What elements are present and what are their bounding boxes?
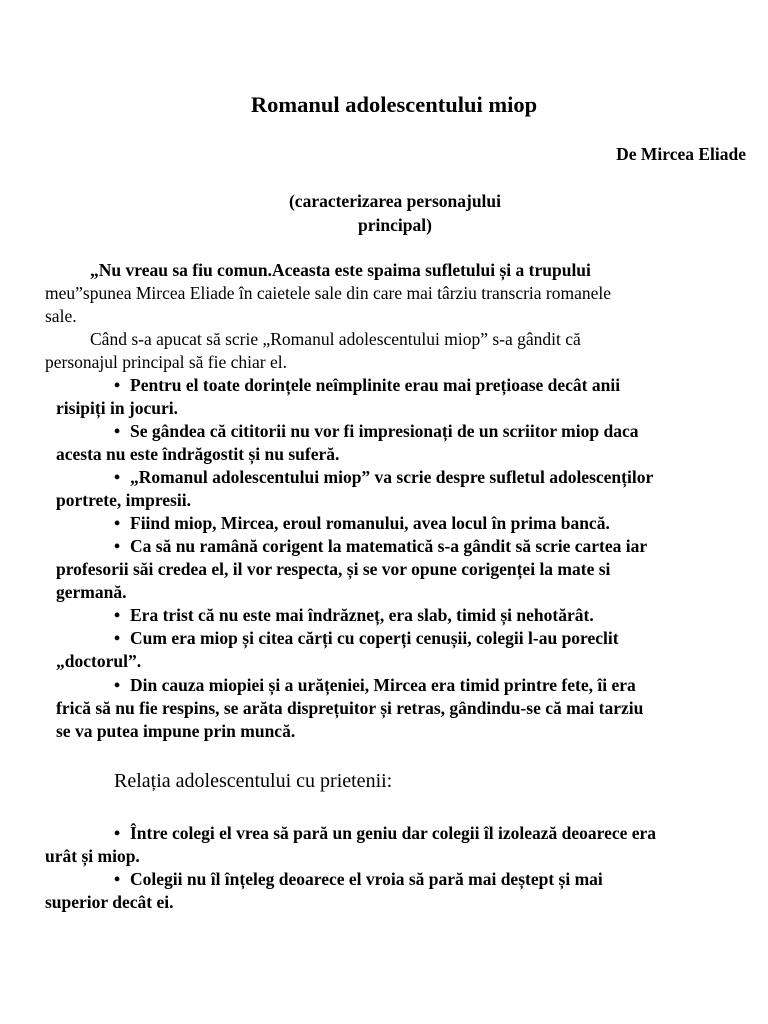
- document-subtitle: [0, 189, 768, 237]
- bullet-continuation: „doctorul”.: [56, 651, 142, 671]
- bullet-item: • Fiind miop, Mircea, eroul romanului, avea locul în prima bancă.: [114, 513, 610, 533]
- bullet-continuation: superior decât ei.: [45, 892, 174, 912]
- intro-line: meu”spunea Mircea Eliade în caietele sale din care mai târziu transcria romanele: [45, 283, 612, 303]
- bullet-item: • „Romanul adolescentului miop” va scrie despre sufletul adolescenților: [114, 467, 654, 487]
- intro-line: personajul principal să fie chiar el.: [45, 352, 287, 372]
- subtitle-line: (caracterizarea personajului: [288, 191, 502, 211]
- bullet-icon: •: [114, 869, 121, 889]
- bullet-item: • Se gândea că cititorii nu vor fi impresionați de un scriitor miop daca: [114, 421, 639, 441]
- bullet-icon: •: [114, 536, 121, 556]
- bullet-icon: •: [114, 467, 121, 487]
- bullet-item: • Din cauza miopiei și a urățeniei, Mircea era timid printre fete, îi era: [114, 675, 636, 695]
- bullet-item: • Între colegi el vrea să pară un geniu dar colegii îl izolează deoarece era: [114, 823, 657, 843]
- bullet-continuation: profesorii săi credea el, il vor respecta, și se vor opune corigenței la mate si: [56, 559, 611, 579]
- bullet-icon: •: [114, 628, 121, 648]
- subtitle-line: principal): [358, 215, 432, 235]
- bullet-item: • Cum era miop și citea cărți cu coperți cenușii, colegii l-au poreclit: [114, 628, 619, 648]
- bullet-icon: •: [114, 675, 121, 695]
- bullet-item: • Era trist că nu este mai îndrăzneț, era slab, timid și nehotărât.: [114, 605, 594, 625]
- document-title: Romanul adolescentului miop: [250, 92, 538, 117]
- document-author: De Mircea Eliade: [616, 144, 746, 164]
- bullet-icon: •: [114, 375, 121, 395]
- bullet-item: • Ca să nu ramână corigent la matematică s-a gândit să scrie cartea iar: [114, 536, 648, 556]
- bullet-icon: •: [114, 513, 121, 533]
- bullet-continuation: frică să nu fie respins, se arăta disprețuitor și retras, gândindu-se că mai tarziu: [56, 698, 644, 718]
- bullet-item: • Pentru el toate dorințele neîmplinite erau mai prețioase decât anii: [114, 375, 621, 395]
- bullet-continuation: germană.: [56, 582, 127, 602]
- bullet-icon: •: [114, 823, 121, 843]
- bullet-continuation: risipiți in jocuri.: [56, 398, 179, 418]
- bullet-item: • Colegii nu îl înțeleg deoarece el vroia să pară mai deștept și mai: [114, 869, 603, 889]
- intro-line: „Nu vreau sa fiu comun.Aceasta este spaima sufletului și a trupului: [90, 260, 591, 280]
- bullet-continuation: urât și miop.: [45, 846, 140, 866]
- intro-line: Când s-a apucat să scrie „Romanul adolescentului miop” s-a gândit că: [90, 329, 581, 349]
- bullet-continuation: se va putea impune prin muncă.: [56, 721, 296, 741]
- bullet-continuation: portrete, impresii.: [56, 490, 191, 510]
- bullet-icon: •: [114, 605, 121, 625]
- section-heading: Relația adolescentului cu prietenii:: [114, 770, 393, 792]
- intro-line: sale.: [45, 306, 77, 326]
- bullet-continuation: acesta nu este îndrăgostit și nu suferă.: [56, 444, 340, 464]
- bullet-icon: •: [114, 421, 121, 441]
